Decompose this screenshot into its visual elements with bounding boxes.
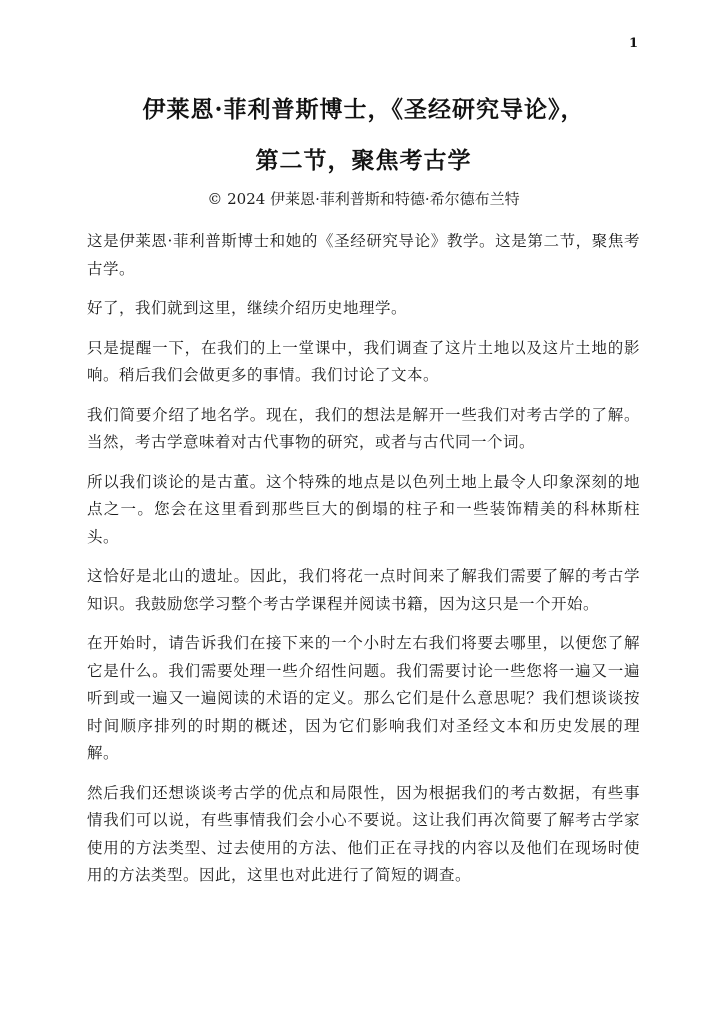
paragraph: 在开始时，请告诉我们在接下来的一个小时左右我们将要去哪里，以便您了解它是什么。我们需要处理一些介绍性问题。我们需要讨论一些您将一遍又一遍听到或一遍又一遍阅读的术语的定义。那么它们是什么意思呢？我们想谈谈按时间顺序排列的时期的概述，因为它们影响我们对圣经文本和历史发展的理解。 xyxy=(87,634,640,762)
page-number: 1 xyxy=(628,36,638,51)
paragraph: 所以我们谈论的是古董。这个特殊的地点是以色列土地上最令人印象深刻的地点之一。您会在这里看到那些巨大的倒塌的柱子和一些装饰精美的科林斯柱头。 xyxy=(87,472,640,546)
copyright-line: © 2024 伊莱恩·菲利普斯和特德·希尔德布兰特 xyxy=(207,190,520,208)
paragraph: 然后我们还想谈谈考古学的优点和局限性，因为根据我们的考古数据，有些事情我们可以说，有些事情我们会小心不要说。这让我们再次简要了解考古学家使用的方法类型、过去使用的方法、他们正在寻找的内容以及他们在现场时使用的方法类型。因此，这里也对此进行了简短的调查。 xyxy=(87,783,640,884)
paragraph: 这恰好是北山的遗址。因此，我们将花一点时间来了解我们需要了解的考古学知识。我鼓励您学习整个考古学课程并阅读书籍，因为这只是一个开始。 xyxy=(87,567,640,613)
document-body xyxy=(87,228,640,890)
paragraph: 这是伊莱恩·菲利普斯博士和她的《圣经研究导论》教学。这是第二节，聚焦考古学。 xyxy=(87,232,640,278)
document-title xyxy=(87,84,640,186)
document-title-line-2: 第二节，聚焦考古学 xyxy=(255,147,472,174)
paragraph: 好了，我们就到这里，继续介绍历史地理学。 xyxy=(87,299,408,317)
paragraph: 只是提醒一下，在我们的上一堂课中，我们调查了这片土地以及这片土地的影响。稍后我们会做更多的事情。我们讨论了文本。 xyxy=(87,338,640,384)
document-title-line-1: 伊莱恩·菲利普斯博士，《圣经研究导论》， xyxy=(142,96,585,123)
paragraph: 我们简要介绍了地名学。现在，我们的想法是解开一些我们对考古学的了解。当然，考古学意味着对古代事物的研究，或者与古代同一个词。 xyxy=(87,405,640,451)
